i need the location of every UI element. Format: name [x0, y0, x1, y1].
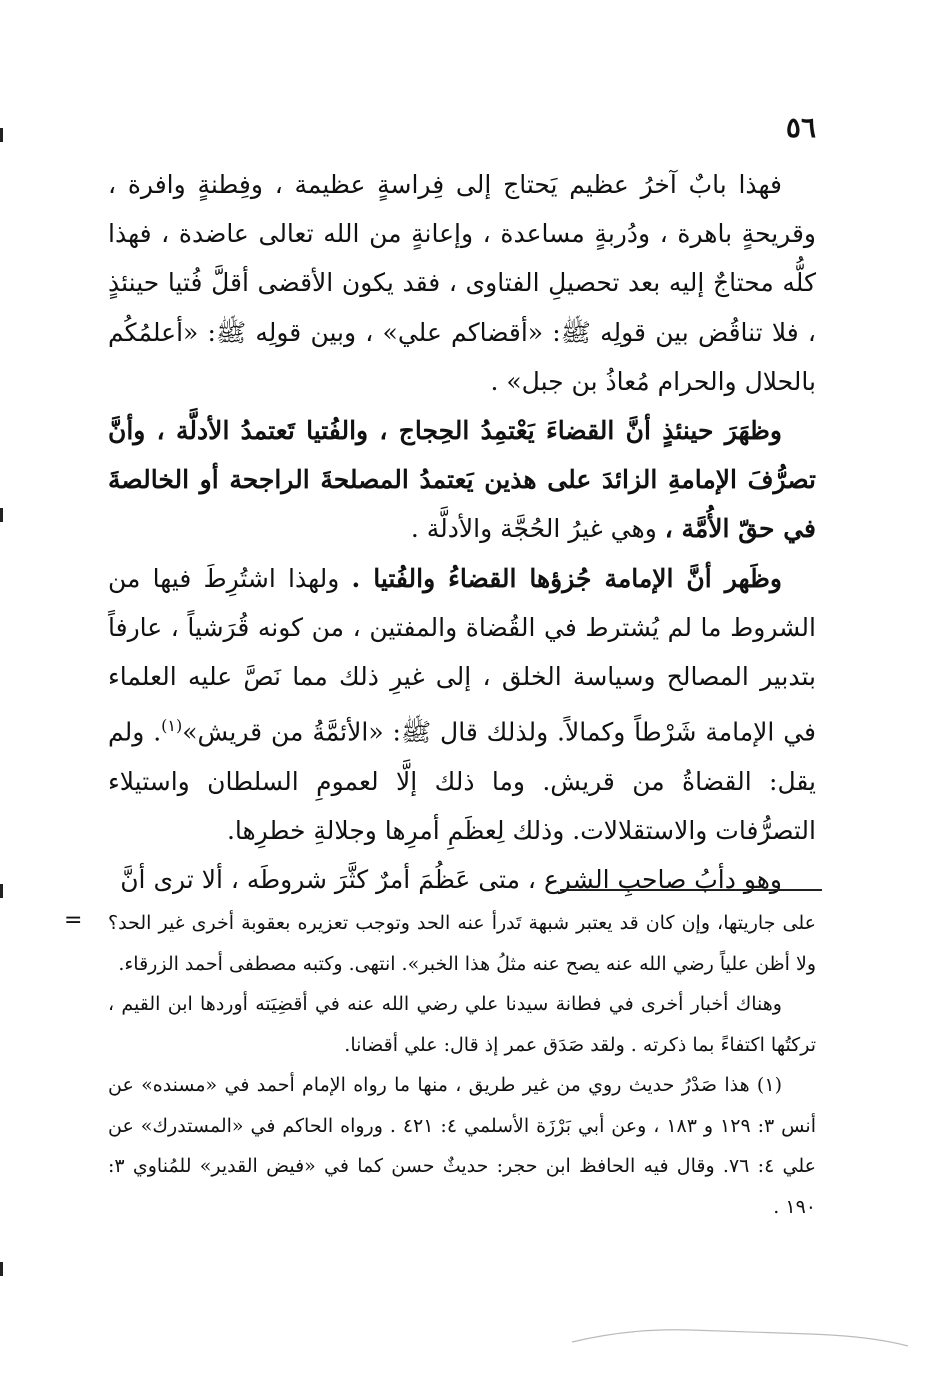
- scan-edge-mark-4: [0, 1262, 3, 1276]
- footnote-ref-1[interactable]: (١): [161, 716, 183, 736]
- paragraph-3: [108, 554, 816, 856]
- footnote-continuation-mark: =: [64, 908, 83, 933]
- scan-edge-mark-1: [0, 128, 3, 142]
- scan-edge-mark-2: [0, 508, 3, 522]
- paragraph-3-end: . ولم يقل: القضاةُ من قريش. وما ذلك إلَّا لعمومِ السلطان واستيلاء التصرُّفات والاستقلالات. وذلك لِعظَمِ أمرِها وجلالةِ خطرِها.: [108, 717, 816, 845]
- paragraph-2-bold: وظهَرَ حينئذٍ أنَّ القضاءَ يَعْتمِدُ الحِجاج ، والفُتيا تَعتمدُ الأدلَّة ، وأنَّ تصرُّفَ الإمامةِ الزائدَ على هذين يَعتمدُ المصلحةَ الراجحة أو الخالصةَ في حقّ الأُمَّة ،: [108, 416, 816, 544]
- paragraph-3-rest: ولهذا اشتُرِطَ فيها من الشروط ما لم يُشترط في القُضاة والمفتين ، من كونه قُرَشياً ، عارفاً بتدبير المصالح وسياسة الخلق ، إلى غيرِ ذلك مما نَصَّ عليه العلماء في الإمامة شَرْطاً وكمالاً. ولذلك قال ﷺ: «الأئمَّةُ من قريش»: [108, 563, 816, 747]
- footnote-continuation: على جاريتها، وإن كان قد يعتبر شبهة تَدرأ عنه الحد وتوجب تعزيره بعقوبة أخرى غير الحد؟ ولا أظن علياً رضي الله عنه يصح عنه مثلُ هذا الخبر». انتهى. وكتبه مصطفى أحمد الزرقاء.: [108, 912, 816, 975]
- paragraph-2: [108, 406, 816, 554]
- scan-artifact-curve: [570, 1318, 910, 1348]
- footnote-note: وهناك أخبار أخرى في فطانة سيدنا علي رضي الله عنه في أقضِيَته أوردها ابن القيم ، تركتُها اكتفاءً بما ذكرته . ولقد صَدَق عمر إذ قال: علي أقضانا.: [108, 993, 816, 1056]
- paragraph-1: فهذا بابٌ آخرُ عظيم يَحتاج إلى فِراسةٍ عظيمة ، وفِطنةٍ وافرة ، وقريحةٍ باهرة ، ودُربةٍ مساعدة ، وإعانةٍ من الله تعالى عاضدة ، فهذا كلُّه محتاجٌ إليه بعد تحصيلِ الفتاوى ، فقد يكون الأقضى أقلَّ فُتيا حينئذٍ ، فلا تناقُض بين قولِه ﷺ: «أقضاكم علي» ، وبين قولِه ﷺ: «أعلمُكُم بالحلال والحرام مُعاذُ بن جبل» .: [108, 170, 816, 396]
- paragraph-2-rest: وهي غيرُ الحُجَّة والأدلَّة .: [410, 514, 665, 544]
- main-text: [108, 160, 816, 904]
- paragraph-4: وهو دأبُ صاحبِ الشرع ، متى عَظُمَ أمرٌ كثَّرَ شروطَه ، ألا ترى أنَّ: [120, 865, 782, 895]
- page-number: ٥٦: [785, 111, 816, 144]
- scan-edge-mark-3: [0, 884, 3, 898]
- footnote-divider: [560, 889, 822, 891]
- footnote-1: (١) هذا صَدْرُ حديث روي من غير طريق ، منها ما رواه الإمام أحمد في «مسنده» عن أنس ٣: ١٢٩ و ١٨٣ ، وعن أبي بَرْزَة الأسلمي ٤: ٤٢١ . ورواه الحاكم في «المستدرك» عن علي ٤: ٧٦. وقال فيه الحافظ ابن حجر: حديثٌ حسن كما في «فيض القدير» للمُناوي ٣: ١٩٠ .: [108, 1074, 816, 1218]
- footnotes: [108, 903, 816, 1227]
- paragraph-3-bold: وظَهر أنَّ الإمامة جُزؤها القضاءُ والفُتيا .: [351, 563, 782, 593]
